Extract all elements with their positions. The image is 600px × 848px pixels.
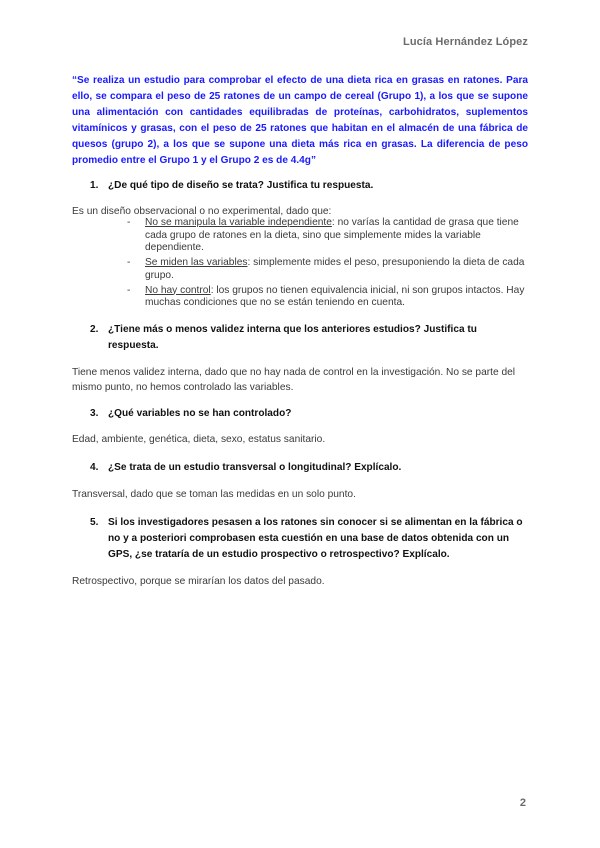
answer-4: Transversal, dado que se toman las medidas en un solo punto. xyxy=(72,489,356,500)
question-text: Si los investigadores pesasen a los ratones sin conocer si se alimentan en la fábrica o no y a posteriori comprobasen esta cuestión en una base de datos obtenida con un GPS, ¿se trataría de un estudio prospectivo o retrospectivo? Explícalo. xyxy=(108,517,523,560)
page-number: 2 xyxy=(519,797,526,809)
question-number: 2. xyxy=(90,324,99,335)
question-text: ¿Tiene más o menos validez interna que los anteriores estudios? Justifica tu respuesta. xyxy=(108,324,477,351)
answer-3: Edad, ambiente, genética, dieta, sexo, estatus sanitario. xyxy=(72,434,326,445)
list-item xyxy=(127,257,527,282)
answer-1: Es un diseño observacional o no experimental, dado que: xyxy=(72,206,332,217)
bullet-term: No hay control xyxy=(145,284,211,296)
question-1 xyxy=(90,178,528,194)
bullet-term: Se miden las variables xyxy=(145,257,248,268)
bullet-text: : simplemente mides el peso, presuponiendo la dieta de cada grupo. xyxy=(145,257,525,281)
bullet-dash: - xyxy=(127,284,131,296)
question-number: 4. xyxy=(90,462,99,473)
list-item xyxy=(127,285,527,310)
question-text: ¿Qué variables no se han controlado? xyxy=(108,408,292,419)
header-author: Lucía Hernández López xyxy=(403,36,528,48)
intro-statement: “Se realiza un estudio para comprobar el efecto de una dieta rica en grasas en ratones. Para ello, se compara el peso de 25 ratones de un campo de cereal (Grupo 1), a los que se supone una alimentación con cantidades equilibradas de proteínas, carbohidratos, suplementos vitamínicos y grasas, con el peso de 25 ratones que habitan en el almacén de una fábrica de quesos (grupo 2), a los que se supone una dieta más rica en grasas. La diferencia de peso promedio entre el Grupo 1 y el Grupo 2 es de 4.4g” xyxy=(72,75,528,166)
question-2 xyxy=(90,322,528,354)
bullet-text: : no varías la cantidad de grasa que tiene cada grupo de ratones en la dieta, sino que simplemente mides la variable dependiente. xyxy=(145,217,519,253)
bullet-dash: - xyxy=(127,217,131,228)
bullet-term: No se manipula la variable independiente xyxy=(145,217,332,228)
bullet-text: : los grupos no tienen equivalencia inicial, ni son grupos intactos. Hay muchas condiciones que no se están teniendo en cuenta. xyxy=(145,284,525,308)
question-text: ¿De qué tipo de diseño se trata? Justifica tu respuesta. xyxy=(108,180,374,191)
question-text: ¿Se trata de un estudio transversal o longitudinal? Explícalo. xyxy=(108,462,402,473)
answer-1-bullet-list xyxy=(127,217,527,312)
bullet-dash: - xyxy=(127,257,131,268)
answer-5: Retrospectivo, porque se mirarían los datos del pasado. xyxy=(72,576,325,587)
question-number: 3. xyxy=(90,408,99,419)
question-5 xyxy=(90,515,528,563)
answer-2: Tiene menos validez interna, dado que no hay nada de control en la investigación. No se parte del mismo punto, no hemos controlado las variables. xyxy=(72,367,516,393)
list-item xyxy=(127,217,527,255)
question-3 xyxy=(90,406,528,422)
question-number: 5. xyxy=(90,517,99,528)
question-4 xyxy=(90,460,528,476)
question-number: 1. xyxy=(90,180,99,191)
